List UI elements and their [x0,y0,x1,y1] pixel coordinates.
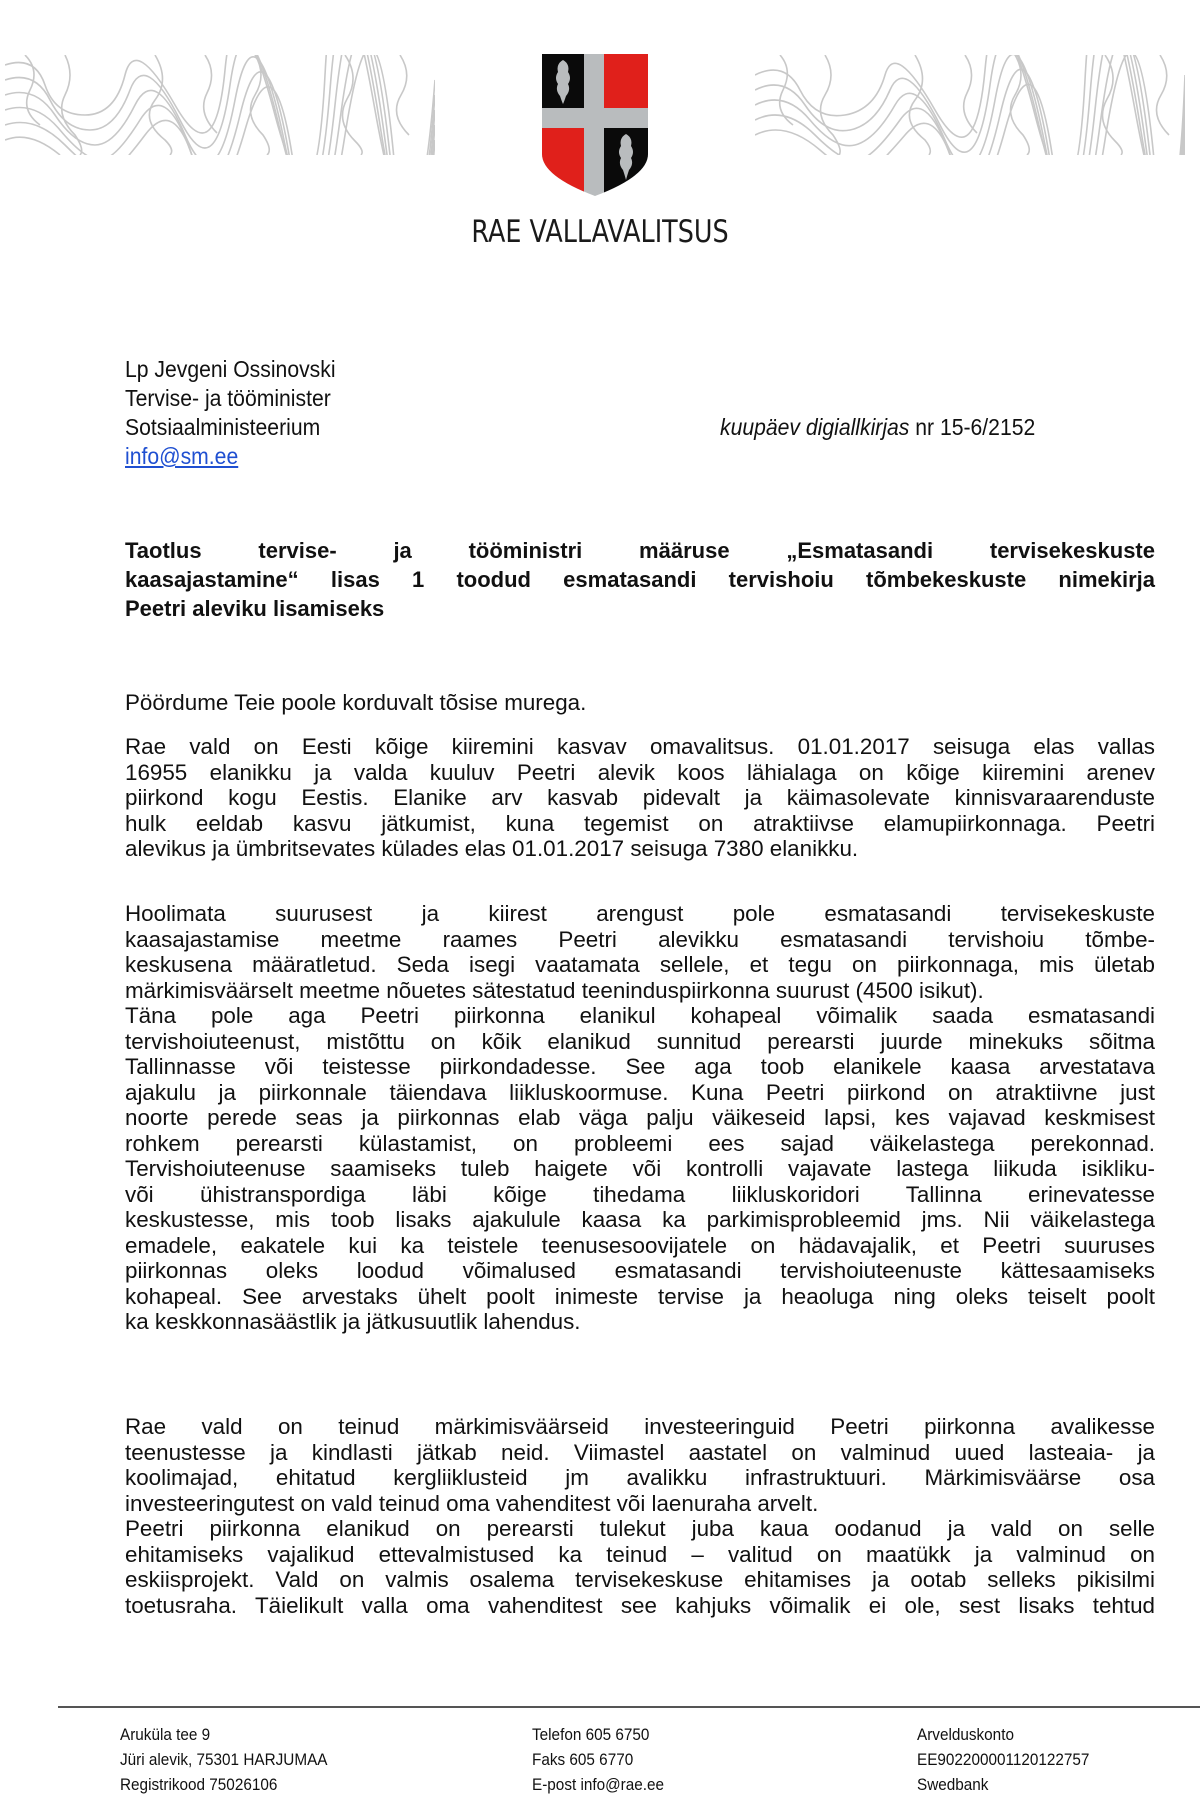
recipient-title: Tervise- ja tööminister [125,385,331,411]
text-line: hulk eeldab kasvu jätkumist, kuna tegemist on atraktiivse elamupiirkonnaga. Peetri [125,810,1155,836]
footer-bank-name: Swedbank [917,1775,989,1794]
letter-subject [125,536,1155,623]
coat-of-arms-shield-icon [542,54,648,196]
recipient-email-link[interactable]: info@sm.ee [125,443,239,469]
text-line: piirkond kogu Eestis. Elanike arv kasvab pidevalt ja käimasolevate kinnisvaraarenduste [125,785,1155,810]
footer-phone: Telefon 605 6750 [532,1725,650,1744]
footer-iban: EE902200001120122757 [917,1750,1090,1769]
text-line: ajakulu ja piirkonnale täiendava liikluskoormuse. Kuna Peetri piirkond on atraktiivne just [125,1079,1155,1105]
paragraph-2 [125,734,1155,862]
footer-email: E-post info@rae.ee [532,1775,665,1794]
topographic-pattern-right [755,55,1185,155]
text-line: Pöördume Teie poole korduvalt tõsise murega. [125,690,587,715]
text-line: noorte perede seas ja piirkonnas elab väga palju väikeseid lapsi, kes vajavad keskmisest [125,1105,1155,1130]
text-line: Hoolimata suurusest ja kiirest arengust pole esmatasandi tervisekeskuste [125,901,1155,926]
organization-name: RAE VALLAVALITSUS [471,214,729,250]
footer-bank [917,1722,1109,1797]
footer-city: Jüri alevik, 75301 HARJUMAA [120,1750,328,1769]
footer-divider [58,1706,1200,1708]
text-line: kaasajastamise meetme raames Peetri alevikku esmatasandi tervishoiu tõmbe- [125,926,1155,952]
text-line: Tervishoiuteenuse saamiseks tuleb haigete või kontrolli vajavate lastega liikuda isikliku- [125,1156,1155,1181]
text-line: Rae vald on Eesti kõige kiiremini kasvav omavalitsus. 01.01.2017 seisuga elas vallas [125,734,1155,759]
paragraph-3 [125,901,1155,1335]
footer-contacts [532,1722,679,1797]
text-line: toetusraha. Täielikult valla oma vahenditest see kahjuks võimalik ei ole, sest lisaks tehtud [125,1592,1155,1618]
document-number: nr 15-6/2152 [915,414,1036,440]
footer-address [120,1722,351,1797]
date-label: kuupäev digiallkirjas [720,414,910,440]
text-line: koolimajad, ehitatud kergliiklusteid jm avalikku infrastruktuuri. Märkimisväärse osa [125,1465,1155,1490]
recipient-organization: Sotsiaalministeerium [125,414,321,440]
text-line: eskiisprojekt. Vald on valmis osalema tervisekeskuse ehitamises ja ootab selleks pikisilmi [125,1567,1155,1592]
subject-line: kaasajastamine“ lisas 1 toodud esmatasandi tervishoiu tõmbekeskuste nimekirja [125,567,1155,592]
text-line: ehitamiseks vajalikud ettevalmistused ka teinud – valitud on maatükk ja valminud on [125,1541,1155,1567]
document-reference [720,414,1035,441]
subject-line: Peetri aleviku lisamiseks [125,596,385,621]
text-line: piirkonnas oleks loodud võimalused esmatasandi tervishoiuteenuste kättesaamiseks [125,1258,1155,1283]
paragraph-4 [125,1414,1155,1516]
text-line: emadele, eakatele kui ka teistele teenusesoovijatele on hädavajalik, et Peetri suuruses [125,1232,1155,1258]
subject-line: Taotlus tervise- ja tööministri määruse „Esmatasandi tervisekeskuste [125,538,1155,563]
text-line: kohapeal. See arvestaks ühelt poolt inimeste tervise ja heaoluga ning oleks teiselt poolt [125,1283,1155,1309]
text-line: alevikus ja ümbritsevates külades elas 01.01.2017 seisuga 7380 elanikku. [125,836,859,861]
topographic-pattern-left [5,55,435,155]
text-line: tervishoiuteenust, mistõttu on kõik elanikud sunnitud perearsti juurde minekuks sõitma [125,1028,1155,1054]
text-line: rohkem perearsti külastamist, on probleemi ees sajad väikelastega perekonnad. [125,1130,1155,1156]
footer-fax: Faks 605 6770 [532,1750,634,1769]
text-line: ka keskkonnasäästlik ja jätkusuutlik lahendus. [125,1309,581,1334]
text-line: Tallinnasse või teistesse piirkondadesse. See aga toob elanikele kaasa arvestatava [125,1054,1155,1079]
text-line: märkimisväärselt meetme nõuetes sätestatud teeninduspiirkonna suurust (4500 isikut). [125,977,984,1003]
text-line: Rae vald on teinud märkimisväärseid investeeringuid Peetri piirkonna avalikesse [125,1414,1155,1439]
paragraph-1 [125,690,1155,716]
footer-street: Aruküla tee 9 [120,1725,211,1744]
recipient-name: Lp Jevgeni Ossinovski [125,356,336,382]
recipient-block [125,355,354,471]
text-line: investeeringutest on vald teinud oma vahenditest või laenuraha arvelt. [125,1490,819,1516]
footer-registry-code: Registrikood 75026106 [120,1775,278,1794]
letterhead [0,0,1200,260]
text-line: teenustesse ja kindlasti jätkab neid. Viimastel aastatel on valminud uued lasteaia- ja [125,1439,1155,1465]
text-line: Peetri piirkonna elanikud on perearsti tulekut juba kaua oodanud ja vald on selle [125,1516,1155,1541]
footer-account-label: Arvelduskonto [917,1725,1014,1744]
text-line: 16955 elanikku ja valda kuuluv Peetri alevik koos lähialaga on kõige kiiremini arenev [125,759,1155,785]
paragraph-5 [125,1516,1155,1618]
text-line: Täna pole aga Peetri piirkonna elanikul kohapeal võimalik saada esmatasandi [125,1003,1155,1028]
text-line: või ühistranspordiga läbi kõige tihedama liikluskoridori Tallinna erinevatesse [125,1181,1155,1207]
text-line: keskustesse, mis toob lisaks ajakulule kaasa ka parkimisprobleemid jms. Nii väikelastega [125,1207,1155,1232]
text-line: keskusena määratletud. Seda isegi vaatamata sellele, et tegu on piirkonnaga, mis ületab [125,952,1155,977]
